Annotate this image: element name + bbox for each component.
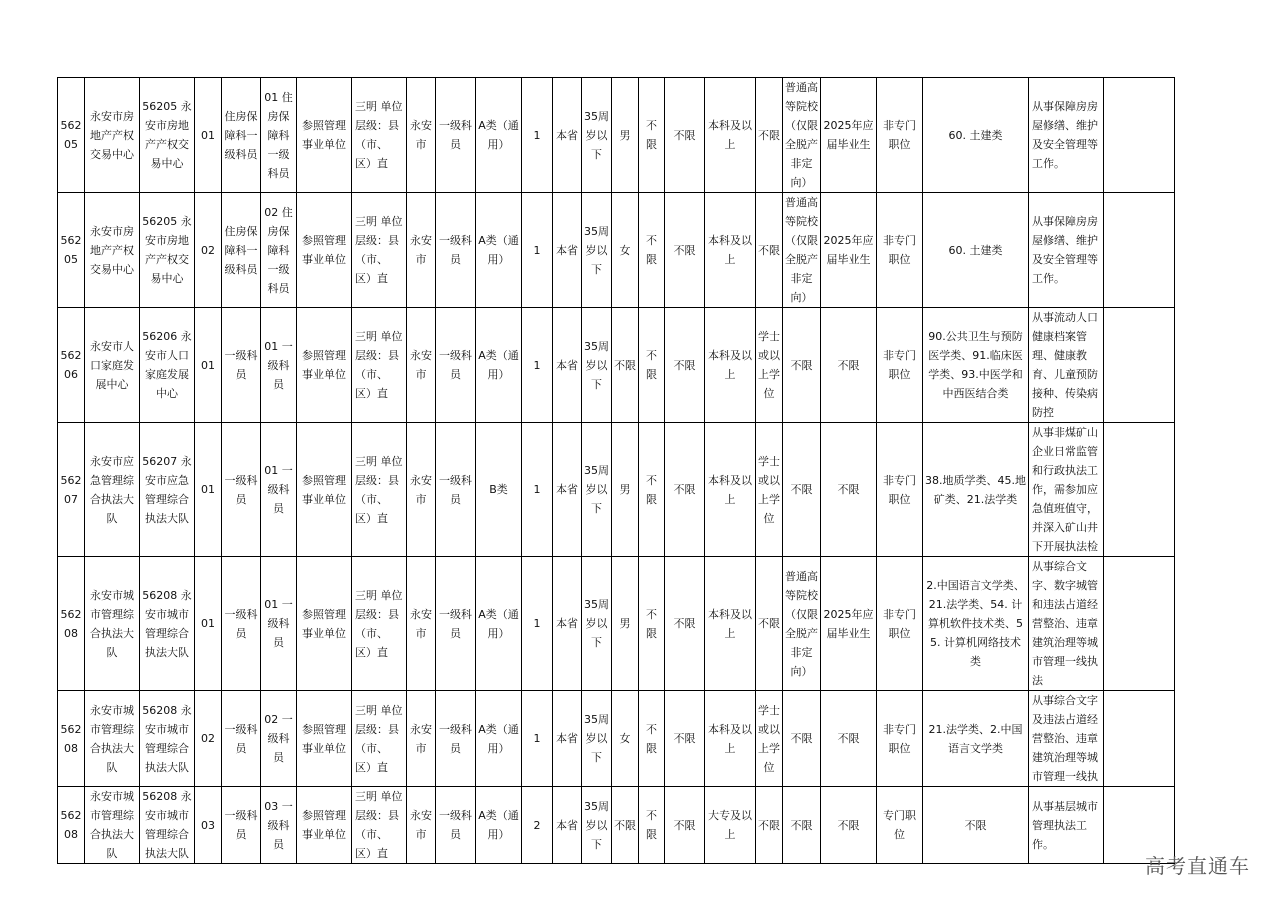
cell-residence: 本省 [553, 308, 582, 423]
cell-location: 永安市 [407, 691, 436, 787]
cell-graduate-type: 2025年应届毕业生 [821, 193, 877, 308]
job-table [57, 77, 1175, 864]
cell-exam-type: A类（通用） [476, 308, 522, 423]
cell-rank: 一级科员 [436, 193, 476, 308]
cell-graduate-type: 2025年应届毕业生 [821, 557, 877, 691]
cell-post-kind: 非专门职位 [877, 423, 923, 557]
cell-gender: 不限 [612, 308, 639, 423]
cell-job-desc: 从事保障房房屋修缮、维护及安全管理等工作。 [1029, 193, 1104, 308]
cell-remarks [1104, 557, 1175, 691]
cell-code: 56208 [58, 557, 85, 691]
cell-remarks [1104, 423, 1175, 557]
cell-unit-name: 56205 永安市房地产产权交易中心 [140, 193, 195, 308]
cell-post-code: 01 [195, 557, 222, 691]
table-row [58, 787, 1175, 864]
cell-ethnicity: 不限 [639, 691, 665, 787]
cell-job-desc: 从事保障房房屋修缮、维护及安全管理等工作。 [1029, 78, 1104, 193]
cell-ethnicity: 不限 [639, 193, 665, 308]
cell-unit-name: 56206 永安市人口家庭发展中心 [140, 308, 195, 423]
cell-exam-type: B类 [476, 423, 522, 557]
table-row [58, 193, 1175, 308]
cell-ethnicity: 不限 [639, 557, 665, 691]
cell-unit-nature: 参照管理事业单位 [297, 787, 352, 864]
cell-headcount: 2 [522, 787, 553, 864]
cell-dept-name: 永安市城市管理综合执法大队 [85, 557, 140, 691]
cell-education: 本科及以上 [705, 557, 756, 691]
cell-post-name: 一级科员 [222, 557, 261, 691]
cell-gender: 男 [612, 78, 639, 193]
cell-post-code: 01 [195, 308, 222, 423]
cell-degree: 不限 [756, 787, 783, 864]
cell-remarks [1104, 193, 1175, 308]
cell-residence: 本省 [553, 691, 582, 787]
cell-graduate-type: 2025年应届毕业生 [821, 78, 877, 193]
cell-school-type: 普通高等院校（仅限全脱产非定向） [783, 557, 821, 691]
cell-residence: 本省 [553, 787, 582, 864]
cell-job-desc: 从事非煤矿山企业日常监管和行政执法工作，需参加应急值班值守，并深入矿山井下开展执法检 [1029, 423, 1104, 557]
cell-politics: 不限 [665, 557, 705, 691]
cell-post-kind: 非专门职位 [877, 193, 923, 308]
cell-code: 56205 [58, 78, 85, 193]
table-row [58, 423, 1175, 557]
cell-degree: 学士或以上学位 [756, 308, 783, 423]
cell-location: 永安市 [407, 787, 436, 864]
cell-school-type: 不限 [783, 787, 821, 864]
cell-post-code: 01 [195, 78, 222, 193]
cell-school-type: 不限 [783, 691, 821, 787]
cell-location: 永安市 [407, 423, 436, 557]
cell-age: 35周岁以下 [582, 308, 612, 423]
cell-graduate-type: 不限 [821, 691, 877, 787]
cell-location: 永安市 [407, 557, 436, 691]
cell-exam-type: A类（通用） [476, 78, 522, 193]
cell-major: 60. 土建类 [923, 193, 1029, 308]
cell-residence: 本省 [553, 78, 582, 193]
cell-post-name: 住房保障科一级科员 [222, 78, 261, 193]
cell-job-desc: 从事基层城市管理执法工作。 [1029, 787, 1104, 864]
cell-remarks [1104, 308, 1175, 423]
cell-education: 本科及以上 [705, 423, 756, 557]
cell-politics: 不限 [665, 423, 705, 557]
cell-post-full: 01 一级科员 [261, 308, 297, 423]
cell-gender: 女 [612, 691, 639, 787]
cell-job-desc: 从事综合文字、数字城管和违法占道经营整治、违章建筑治理等城市管理一线执法 [1029, 557, 1104, 691]
cell-school-type: 不限 [783, 308, 821, 423]
cell-post-full: 02 一级科员 [261, 691, 297, 787]
cell-code: 56208 [58, 691, 85, 787]
cell-unit-level: 三明 单位层级：县（市、区）直 [352, 78, 407, 193]
cell-dept-name: 永安市应急管理综合执法大队 [85, 423, 140, 557]
cell-unit-level: 三明 单位层级：县（市、区）直 [352, 308, 407, 423]
cell-post-kind: 非专门职位 [877, 557, 923, 691]
watermark: 高考直通车 [1145, 854, 1250, 878]
cell-education: 本科及以上 [705, 193, 756, 308]
cell-post-name: 一级科员 [222, 423, 261, 557]
cell-post-kind: 非专门职位 [877, 691, 923, 787]
cell-headcount: 1 [522, 423, 553, 557]
cell-post-full: 01 一级科员 [261, 557, 297, 691]
cell-post-name: 一级科员 [222, 308, 261, 423]
cell-residence: 本省 [553, 193, 582, 308]
cell-politics: 不限 [665, 78, 705, 193]
cell-code: 56208 [58, 787, 85, 864]
cell-residence: 本省 [553, 557, 582, 691]
table-row [58, 557, 1175, 691]
cell-ethnicity: 不限 [639, 78, 665, 193]
cell-exam-type: A类（通用） [476, 787, 522, 864]
cell-post-name: 住房保障科一级科员 [222, 193, 261, 308]
cell-school-type: 普通高等院校（仅限全脱产非定向） [783, 193, 821, 308]
cell-location: 永安市 [407, 193, 436, 308]
cell-ethnicity: 不限 [639, 308, 665, 423]
cell-unit-name: 56208 永安市城市管理综合执法大队 [140, 557, 195, 691]
cell-post-name: 一级科员 [222, 787, 261, 864]
cell-rank: 一级科员 [436, 423, 476, 557]
cell-unit-level: 三明 单位层级：县（市、区）直 [352, 557, 407, 691]
cell-post-kind: 非专门职位 [877, 308, 923, 423]
cell-unit-level: 三明 单位层级：县（市、区）直 [352, 787, 407, 864]
cell-rank: 一级科员 [436, 557, 476, 691]
cell-dept-name: 永安市人口家庭发展中心 [85, 308, 140, 423]
cell-age: 35周岁以下 [582, 78, 612, 193]
cell-remarks [1104, 78, 1175, 193]
cell-unit-name: 56207 永安市应急管理综合执法大队 [140, 423, 195, 557]
cell-gender: 男 [612, 557, 639, 691]
cell-graduate-type: 不限 [821, 423, 877, 557]
cell-rank: 一级科员 [436, 308, 476, 423]
cell-post-full: 02 住房保障科一级科员 [261, 193, 297, 308]
cell-remarks [1104, 691, 1175, 787]
cell-post-full: 01 住房保障科一级科员 [261, 78, 297, 193]
cell-politics: 不限 [665, 691, 705, 787]
cell-dept-name: 永安市房地产产权交易中心 [85, 193, 140, 308]
cell-location: 永安市 [407, 78, 436, 193]
cell-residence: 本省 [553, 423, 582, 557]
cell-politics: 不限 [665, 787, 705, 864]
table-row [58, 308, 1175, 423]
cell-school-type: 普通高等院校（仅限全脱产非定向） [783, 78, 821, 193]
cell-degree: 学士或以上学位 [756, 423, 783, 557]
cell-post-code: 02 [195, 193, 222, 308]
cell-major: 38.地质学类、45.地矿类、21.法学类 [923, 423, 1029, 557]
cell-ethnicity: 不限 [639, 787, 665, 864]
cell-major: 不限 [923, 787, 1029, 864]
cell-unit-nature: 参照管理事业单位 [297, 691, 352, 787]
cell-major: 2.中国语言文学类、21.法学类、54. 计算机软件技术类、55. 计算机网络技术类 [923, 557, 1029, 691]
table-row [58, 78, 1175, 193]
cell-age: 35周岁以下 [582, 557, 612, 691]
cell-code: 56205 [58, 193, 85, 308]
cell-gender: 男 [612, 423, 639, 557]
cell-unit-nature: 参照管理事业单位 [297, 557, 352, 691]
cell-graduate-type: 不限 [821, 308, 877, 423]
cell-education: 本科及以上 [705, 308, 756, 423]
cell-education: 本科及以上 [705, 691, 756, 787]
cell-ethnicity: 不限 [639, 423, 665, 557]
cell-dept-name: 永安市城市管理综合执法大队 [85, 691, 140, 787]
table-body [58, 78, 1175, 864]
cell-major: 90.公共卫生与预防医学类、91.临床医学类、93.中医学和中西医结合类 [923, 308, 1029, 423]
cell-politics: 不限 [665, 308, 705, 423]
cell-major: 60. 土建类 [923, 78, 1029, 193]
cell-age: 35周岁以下 [582, 787, 612, 864]
cell-politics: 不限 [665, 193, 705, 308]
cell-headcount: 1 [522, 691, 553, 787]
cell-school-type: 不限 [783, 423, 821, 557]
table-row [58, 691, 1175, 787]
cell-post-full: 01 一级科员 [261, 423, 297, 557]
cell-unit-nature: 参照管理事业单位 [297, 193, 352, 308]
cell-age: 35周岁以下 [582, 691, 612, 787]
cell-exam-type: A类（通用） [476, 557, 522, 691]
cell-unit-level: 三明 单位层级：县（市、区）直 [352, 193, 407, 308]
cell-exam-type: A类（通用） [476, 691, 522, 787]
cell-unit-nature: 参照管理事业单位 [297, 78, 352, 193]
cell-unit-name: 56208 永安市城市管理综合执法大队 [140, 787, 195, 864]
cell-degree: 不限 [756, 193, 783, 308]
cell-rank: 一级科员 [436, 78, 476, 193]
cell-job-desc: 从事流动人口健康档案管理、健康教育、儿童预防接种、传染病防控 [1029, 308, 1104, 423]
cell-code: 56207 [58, 423, 85, 557]
cell-rank: 一级科员 [436, 691, 476, 787]
cell-headcount: 1 [522, 557, 553, 691]
cell-degree: 不限 [756, 78, 783, 193]
cell-code: 56206 [58, 308, 85, 423]
cell-major: 21.法学类、2.中国语言文学类 [923, 691, 1029, 787]
cell-post-full: 03 一级科员 [261, 787, 297, 864]
cell-headcount: 1 [522, 78, 553, 193]
cell-education: 本科及以上 [705, 78, 756, 193]
cell-post-kind: 专门职位 [877, 787, 923, 864]
cell-post-kind: 非专门职位 [877, 78, 923, 193]
cell-unit-nature: 参照管理事业单位 [297, 308, 352, 423]
cell-location: 永安市 [407, 308, 436, 423]
cell-gender: 女 [612, 193, 639, 308]
cell-education: 大专及以上 [705, 787, 756, 864]
cell-unit-level: 三明 单位层级：县（市、区）直 [352, 691, 407, 787]
cell-unit-level: 三明 单位层级：县（市、区）直 [352, 423, 407, 557]
cell-headcount: 1 [522, 308, 553, 423]
cell-age: 35周岁以下 [582, 193, 612, 308]
cell-headcount: 1 [522, 193, 553, 308]
cell-gender: 不限 [612, 787, 639, 864]
cell-age: 35周岁以下 [582, 423, 612, 557]
cell-post-code: 03 [195, 787, 222, 864]
cell-unit-nature: 参照管理事业单位 [297, 423, 352, 557]
cell-dept-name: 永安市城市管理综合执法大队 [85, 787, 140, 864]
cell-graduate-type: 不限 [821, 787, 877, 864]
cell-degree: 不限 [756, 557, 783, 691]
cell-post-code: 02 [195, 691, 222, 787]
cell-post-code: 01 [195, 423, 222, 557]
cell-exam-type: A类（通用） [476, 193, 522, 308]
cell-dept-name: 永安市房地产产权交易中心 [85, 78, 140, 193]
cell-unit-name: 56205 永安市房地产产权交易中心 [140, 78, 195, 193]
cell-post-name: 一级科员 [222, 691, 261, 787]
cell-degree: 学士或以上学位 [756, 691, 783, 787]
cell-job-desc: 从事综合文字及违法占道经营整治、违章建筑治理等城市管理一线执 [1029, 691, 1104, 787]
cell-unit-name: 56208 永安市城市管理综合执法大队 [140, 691, 195, 787]
cell-rank: 一级科员 [436, 787, 476, 864]
